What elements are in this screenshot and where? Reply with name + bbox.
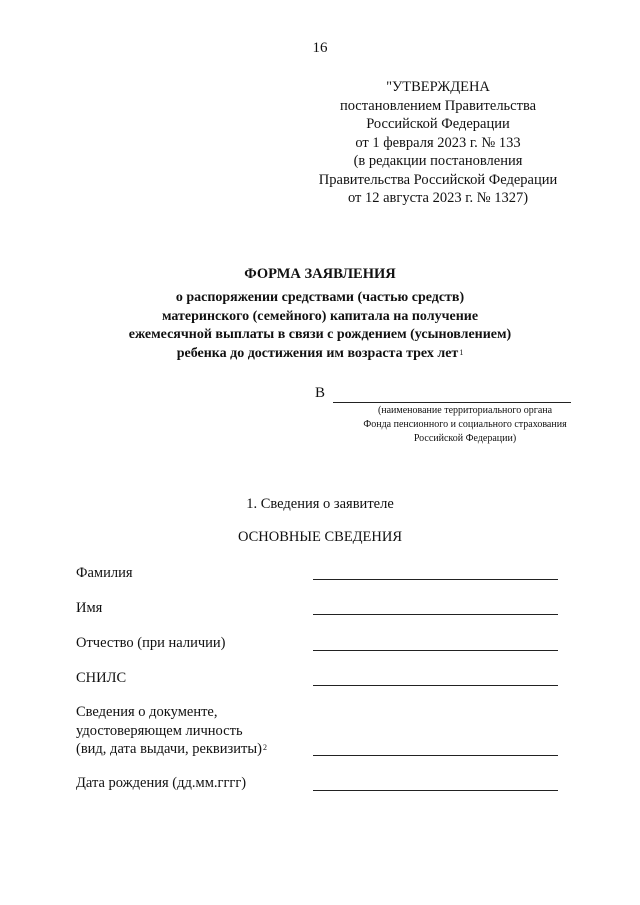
approval-line: (в редакции постановления [353, 153, 523, 169]
birth-date-label: Дата рождения (дд.мм.гггг) [76, 775, 247, 791]
name-label: Имя [76, 600, 103, 616]
surname-label: Фамилия [76, 565, 133, 581]
snils-field[interactable] [313, 685, 558, 686]
approval-line: от 12 августа 2023 г. № 1327) [347, 190, 529, 206]
snils-label: СНИЛС [76, 670, 127, 686]
approval-line: от 1 февраля 2023 г. № 133 [355, 134, 521, 151]
recipient-prefix: В [315, 385, 326, 401]
recipient-hint-line: Фонда пенсионного и социального страхования [363, 419, 567, 430]
identity-document-label-line: удостоверяющем личность [76, 722, 243, 739]
recipient-hint [320, 404, 610, 446]
recipient-hint-line: (наименование территориального органа [377, 405, 553, 416]
recipient-input-line[interactable] [333, 402, 571, 403]
form-subtitle [0, 289, 640, 363]
subsection-heading: ОСНОВНЫЕ СВЕДЕНИЯ [237, 529, 403, 545]
form-subtitle-line: ежемесячной выплаты в связи с рождением (усыновлением) [128, 327, 512, 342]
name-field[interactable] [313, 614, 558, 615]
identity-document-label-text: (вид, дата выдачи, реквизиты) [76, 741, 262, 757]
approval-line: постановлением Правительства [339, 97, 537, 114]
form-title: ФОРМА ЗАЯВЛЕНИЯ [244, 266, 396, 282]
approval-line: Правительства Российской Федерации [318, 171, 558, 188]
identity-document-label-line: Сведения о документе, [76, 704, 218, 720]
identity-document-label-line [76, 740, 267, 759]
form-subtitle-text: ребенка до достижения им возраста трех лет [176, 345, 459, 361]
identity-document-field[interactable] [313, 755, 558, 756]
recipient-hint-line: Российской Федерации) [413, 433, 517, 444]
identity-document-label [76, 703, 267, 759]
birth-date-field[interactable] [313, 790, 558, 791]
approval-block [300, 78, 576, 208]
form-subtitle-line [0, 345, 640, 364]
surname-field[interactable] [313, 579, 558, 580]
page-number: 16 [312, 40, 328, 56]
form-subtitle-line: материнского (семейного) капитала на получение [161, 308, 479, 324]
approval-line: "УТВЕРЖДЕНА [386, 79, 490, 95]
patronymic-label: Отчество (при наличии) [76, 635, 226, 651]
section-heading: 1. Сведения о заявителе [246, 496, 394, 512]
approval-line: Российской Федерации [366, 116, 510, 132]
form-subtitle-line: о распоряжении средствами (частью средств) [175, 290, 465, 305]
footnote-marker[interactable]: 1 [459, 347, 464, 357]
footnote-marker[interactable]: 2 [262, 743, 267, 752]
patronymic-field[interactable] [313, 650, 558, 651]
